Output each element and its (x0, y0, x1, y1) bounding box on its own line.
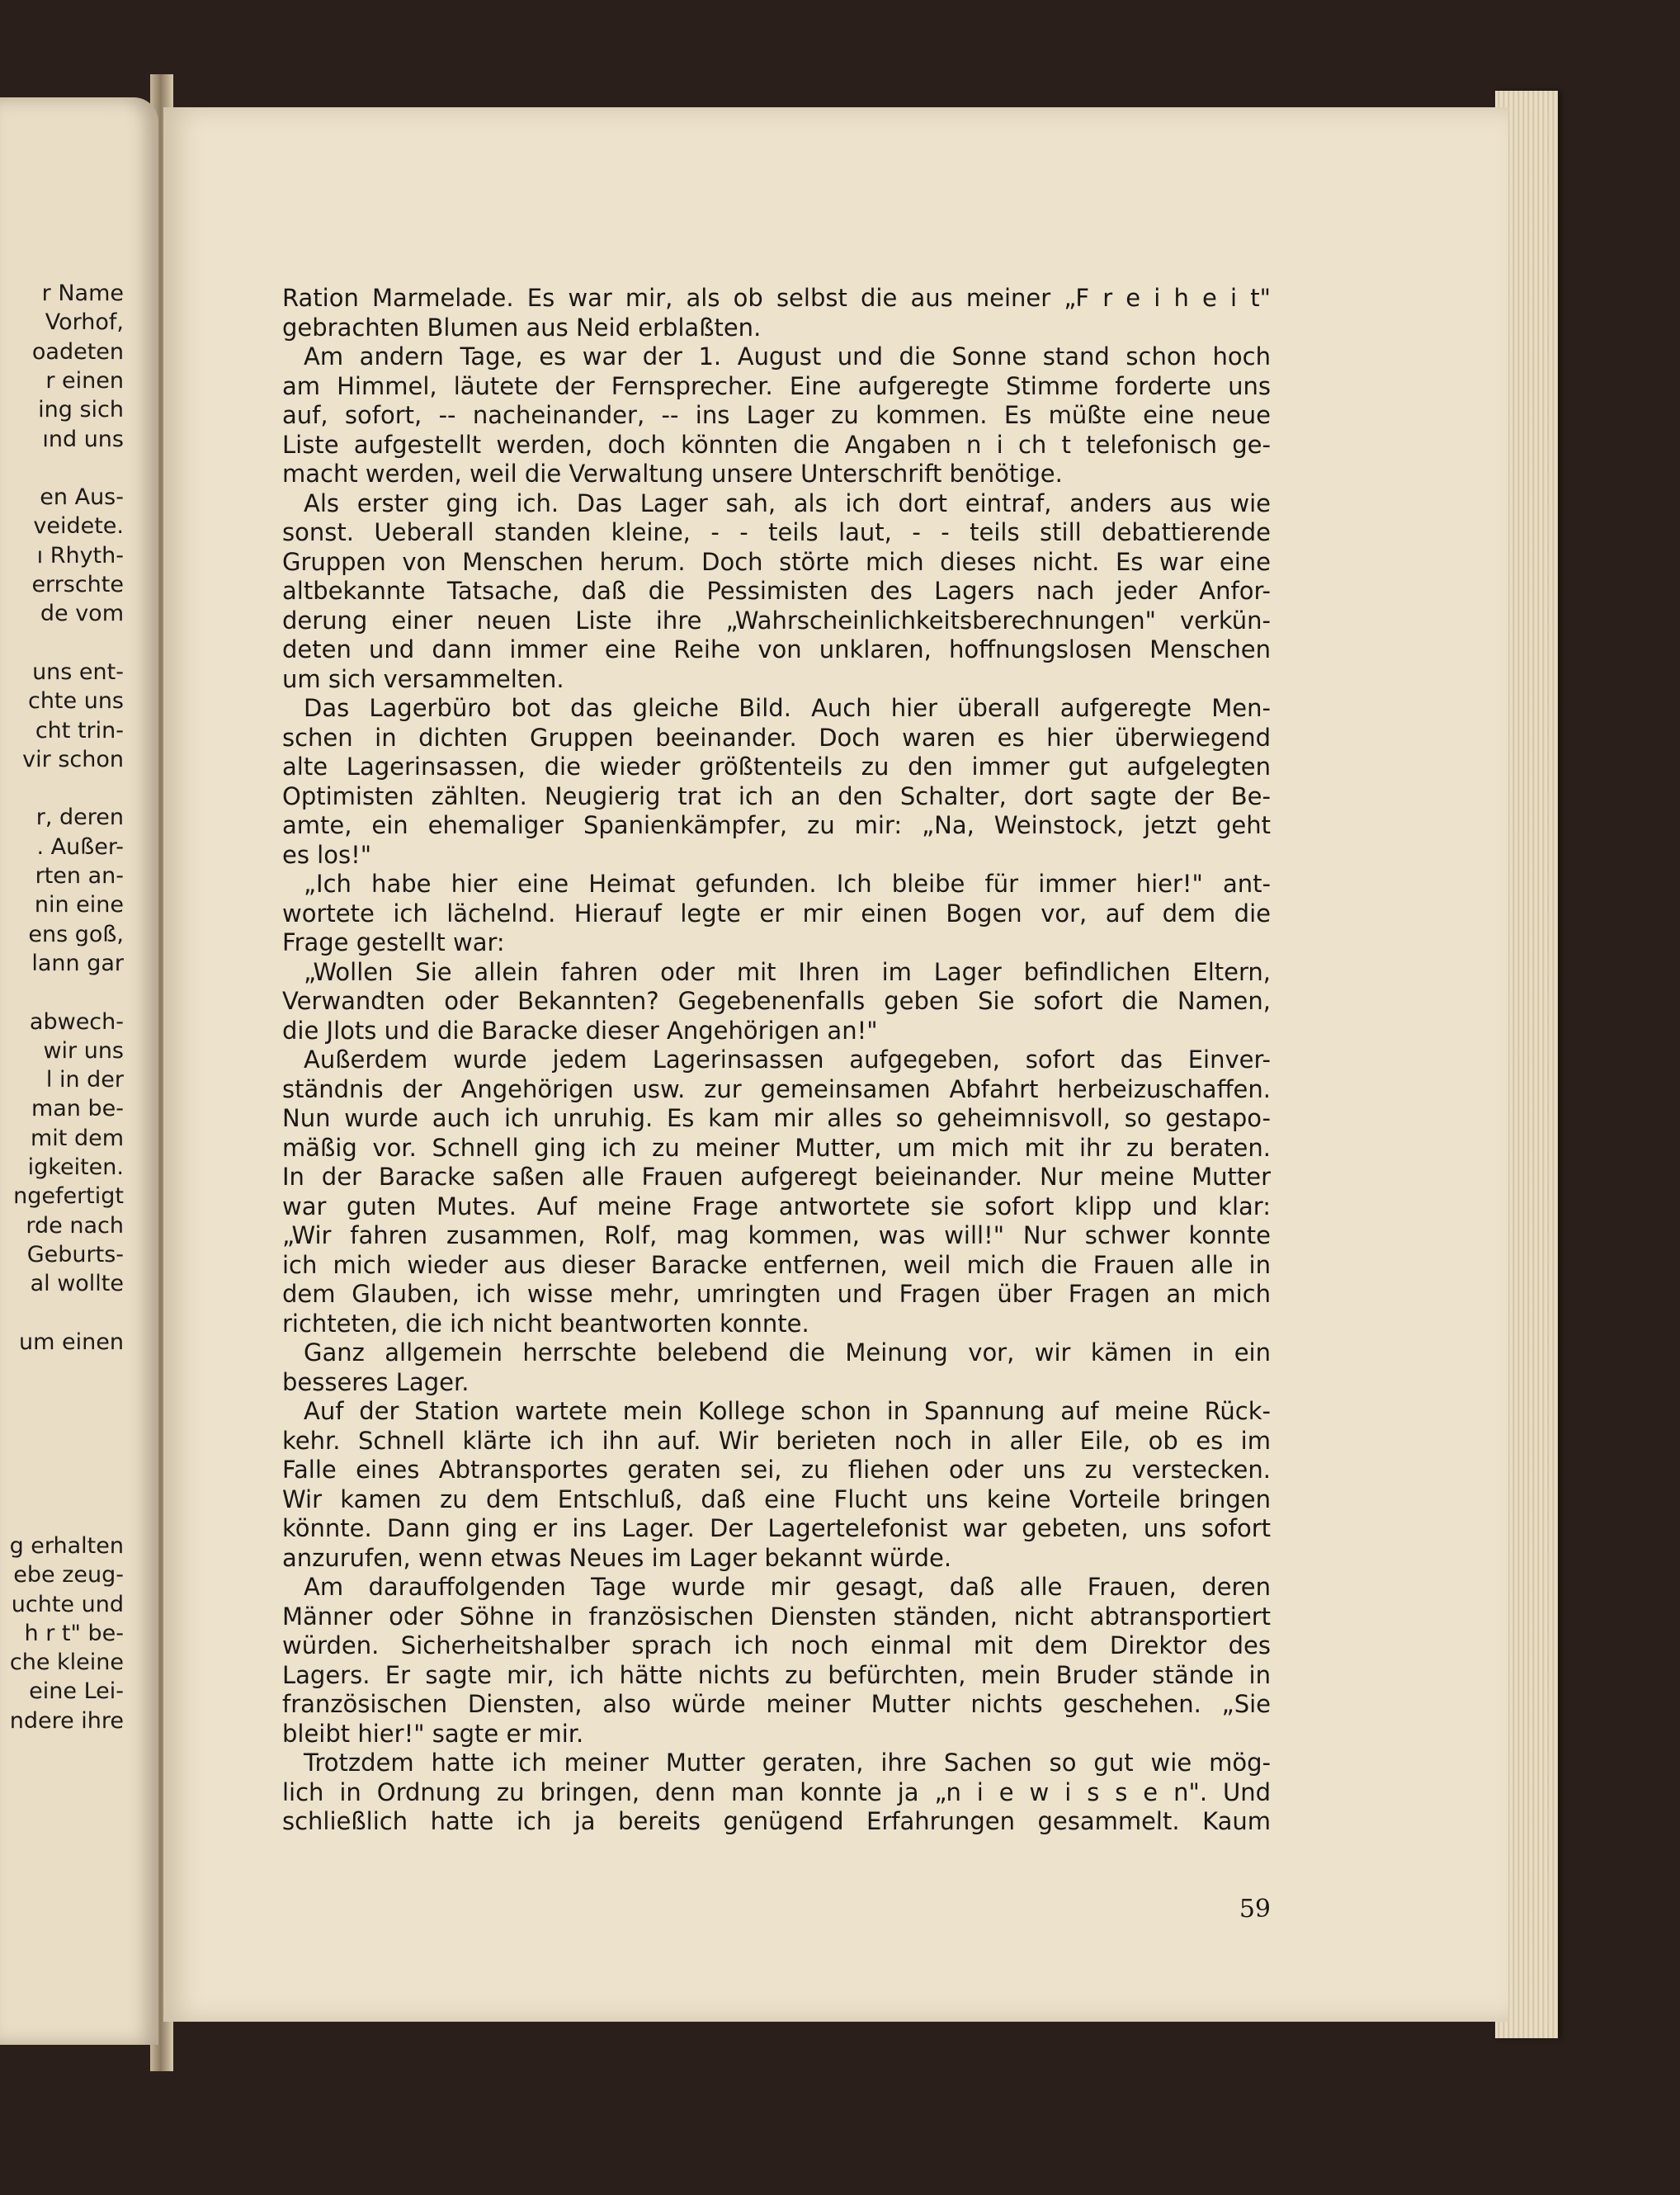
text-line: Ration Marmelade. Es war mir, als ob selbst die aus meiner „F r e i h e i t" (282, 284, 1271, 312)
text-line: Nun wurde auch ich unruhig. Es kam mir alles so geheimnisvoll, so gestapo- (282, 1104, 1271, 1132)
text-line: wortete ich lächelnd. Hierauf legte er mir einen Bogen vor, auf dem die (282, 899, 1271, 928)
left-page-line: oadeten (31, 338, 124, 365)
text-line: Liste aufgestellt werden, doch könnten die Angaben n i ch t telefonisch ge- (282, 430, 1271, 459)
text-line: mäßig vor. Schnell ging ich zu meiner Mutter, um mich mit ihr zu beraten. (282, 1133, 1271, 1162)
left-page-line: chte uns (27, 688, 124, 715)
left-page-line: um einen (19, 1329, 124, 1355)
left-page-line: r, deren (35, 805, 124, 831)
text-line: Optimisten zählten. Neugierig trat ich an den Schalter, dort sagte der Be- (282, 781, 1271, 810)
left-page-line: ens goß, (28, 921, 124, 947)
text-line: lich in Ordnung zu bringen, denn man konnte ja „n i e w i s s e n". Und (282, 1777, 1271, 1806)
text-line: kehr. Schnell klärte ich ihn auf. Wir berieten noch in aller Eile, ob es im (282, 1426, 1271, 1455)
text-line: altbekannte Tatsache, daß die Pessimisten des Lagers nach jeder Anfor- (282, 577, 1271, 605)
left-page-line: ndere ihre (9, 1707, 124, 1734)
left-page-line: vir schon (22, 746, 124, 772)
left-page-line: ing sich (38, 397, 124, 423)
left-page-line: al wollte (30, 1271, 124, 1297)
text-line: Lagers. Er sagte mir, ich hätte nichts zu befürchten, mein Bruder stände in (282, 1660, 1271, 1689)
text-line: Am darauffolgenden Tage wurde mir gesagt, daß alle Frauen, deren (304, 1573, 1271, 1601)
text-line: würden. Sicherheitshalber sprach ich noch einmal mit dem Direktor des (282, 1631, 1271, 1659)
text-line: Verwandten oder Bekannten? Gegebenenfalls geben Sie sofort die Namen, (282, 987, 1271, 1015)
text-line: auf, sofort, -- nacheinander, -- ins Lager zu kommen. Es müßte eine neue (282, 401, 1271, 429)
left-page-line: g erhalten (9, 1532, 124, 1559)
text-line: dem Glauben, ich wisse mehr, umringten und Fragen über Fragen an mich (282, 1280, 1271, 1308)
text-line: Als erster ging ich. Das Lager sah, als ich dort eintraf, anders aus wie (304, 489, 1271, 517)
left-page-line: h r t" be- (24, 1620, 124, 1646)
text-line: ständnis der Angehörigen usw. zur gemeinsamen Abfahrt herbeizuschaffen. (282, 1074, 1271, 1103)
left-page-line: uchte und (11, 1591, 124, 1617)
text-line: Frage gestellt war: (282, 928, 505, 956)
text-line: Wir kamen zu dem Entschluß, daß eine Flucht uns keine Vorteile bringen (282, 1485, 1271, 1513)
text-line: könnte. Dann ging er ins Lager. Der Lagertelefonist war gebeten, uns sofort (282, 1514, 1271, 1542)
text-line: am Himmel, läutete der Fernsprecher. Eine aufgeregte Stimme forderte uns (282, 371, 1271, 400)
left-page-line: . Außer- (36, 833, 124, 860)
left-page-line: Vorhof, (45, 309, 124, 336)
left-page-line: ebe zeug- (13, 1562, 124, 1588)
left-page-line: veidete. (33, 513, 124, 540)
left-page-line: man be- (31, 1096, 124, 1122)
left-page-line: rde nach (26, 1212, 124, 1239)
text-line: „Wollen Sie allein fahren oder mit Ihren im Lager befindlichen Eltern, (304, 957, 1271, 986)
page-number: 59 (1239, 1895, 1271, 1924)
left-page-line: uns ent- (32, 658, 124, 685)
text-line: um sich versammelten. (282, 664, 564, 693)
left-page-line: abwech- (29, 1008, 124, 1035)
text-line: es los!" (282, 840, 372, 869)
left-page-line: che kleine (9, 1650, 124, 1676)
left-page (0, 97, 158, 2045)
text-line: macht werden, weil die Verwaltung unsere Unterschrift benötige. (282, 460, 1063, 488)
text-line: alte Lagerinsassen, die wieder größtenteils zu den immer gut aufgelegten (282, 753, 1271, 781)
text-line: gebrachten Blumen aus Neid erblaßten. (282, 313, 762, 342)
left-page-line: ngefertigt (13, 1183, 124, 1210)
text-line: besseres Lager. (282, 1367, 470, 1396)
left-page-line: de vom (40, 601, 124, 627)
text-line: anzurufen, wenn etwas Neues im Lager bekannt würde. (282, 1543, 952, 1572)
left-page-line: Geburts- (26, 1241, 124, 1267)
text-line: Falle eines Abtransportes geraten sei, zu fliehen oder uns zu verstecken. (282, 1456, 1271, 1484)
text-line: war guten Mutes. Auf meine Frage antwortete sie sofort klipp und klar: (282, 1192, 1271, 1220)
text-line: Gruppen von Menschen herum. Doch störte mich dieses nicht. Es war eine (282, 547, 1271, 576)
text-line: bleibt hier!" sagte er mir. (282, 1719, 584, 1748)
left-page-line: igkeiten. (27, 1154, 124, 1180)
text-line: sonst. Ueberall standen kleine, - - teils laut, - - teils still debattierende (282, 518, 1271, 546)
left-page-line: r Name (41, 281, 124, 306)
left-page-line: mit dem (30, 1125, 124, 1151)
main-text-block (282, 284, 1271, 1837)
text-line: schließlich hatte ich ja bereits genügend Erfahrungen gesammelt. Kaum (282, 1807, 1271, 1835)
text-line: amte, ein ehemaliger Spanienkämpfer, zu mir: „Na, Weinstock, jetzt geht (282, 811, 1271, 839)
text-line: Auf der Station wartete mein Kollege schon in Spannung auf meine Rück- (304, 1397, 1271, 1425)
text-line: derung einer neuen Liste ihre „Wahrscheinlichkeitsberechnungen" verkün- (282, 606, 1271, 635)
left-page-line: eine Lei- (29, 1678, 124, 1705)
text-line: In der Baracke saßen alle Frauen aufgeregt beieinander. Nur meine Mutter (282, 1163, 1271, 1191)
left-page-line: en Aus- (40, 484, 124, 511)
text-line: Trotzdem hatte ich meiner Mutter geraten, ihre Sachen so gut wie mög- (304, 1749, 1271, 1777)
text-line: Außerdem wurde jedem Lagerinsassen aufgegeben, sofort das Einver- (304, 1046, 1271, 1074)
left-page-line: l in der (45, 1067, 124, 1093)
left-page-line: nin eine (34, 892, 124, 918)
text-line: richteten, die ich nicht beantworten konnte. (282, 1309, 809, 1338)
text-line: deten und dann immer eine Reihe von unklaren, hoffnungslosen Menschen (282, 635, 1271, 663)
left-page-line: wir uns (43, 1037, 124, 1064)
text-line: französischen Diensten, also würde meiner Mutter nichts geschehen. „Sie (282, 1690, 1271, 1718)
left-page-line: r einen (45, 367, 124, 394)
text-line: Das Lagerbüro bot das gleiche Bild. Auch hier überall aufgeregte Men- (304, 694, 1271, 722)
left-page-line: cht trin- (35, 717, 124, 743)
text-line: „Wir fahren zusammen, Rolf, mag kommen, was will!" Nur schwer konnte (282, 1221, 1271, 1249)
left-page-line: lann gar (31, 950, 124, 976)
text-line: Am andern Tage, es war der 1. August und die Sonne stand schon hoch (304, 342, 1271, 371)
text-line: Männer oder Söhne in französischen Diensten ständen, nicht abtransportiert (282, 1602, 1271, 1631)
left-page-line: ı Rhyth- (36, 542, 124, 569)
left-page-line: ınd uns (42, 426, 124, 452)
left-page-line: rten an- (35, 863, 124, 889)
text-line: schen in dichten Gruppen beeinander. Doch waren es hier überwiegend (282, 723, 1271, 752)
text-line: ich mich wieder aus dieser Baracke entfernen, weil mich die Frauen alle in (282, 1250, 1271, 1279)
left-page-line: errschte (31, 572, 124, 597)
text-line: „Ich habe hier eine Heimat gefunden. Ich bleibe für immer hier!" ant- (304, 870, 1271, 898)
text-line: Ganz allgemein herrschte belebend die Meinung vor, wir kämen in ein (304, 1338, 1271, 1367)
text-line: die Jlots und die Baracke dieser Angehörigen an!" (282, 1016, 878, 1045)
